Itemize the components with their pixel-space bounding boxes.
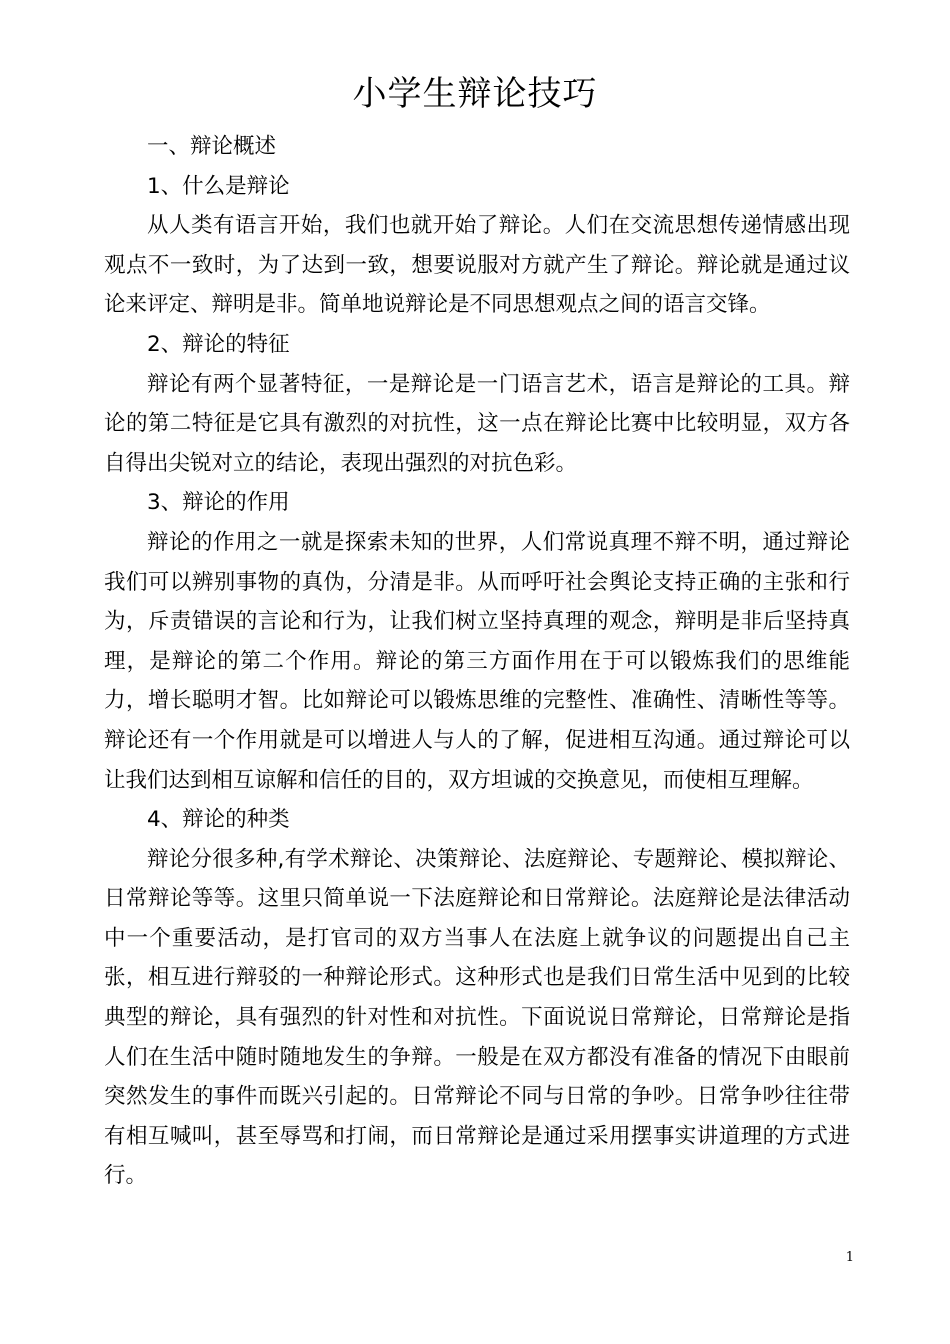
- document-body: [104, 127, 850, 1196]
- subsection-heading-types: 4、辩论的种类: [147, 807, 290, 833]
- paragraph-types: 辩论分很多种,有学术辩论、决策辩论、法庭辩论、专题辩论、模拟辩论、日常辩论等等。这里只简单说一下法庭辩论和日常辩论。法庭辩论是法律活动中一个重要活动，是打官司的双方当事人在法庭上就争议的问题提出自己主张，相互进行辩驳的一种辩论形式。这种形式也是我们日常生活中见到的比较典型的辩论，具有强烈的针对性和对抗性。下面说说日常辩论，日常辩论是指人们在生活中随时随地发生的争辩。一般是在双方都没有准备的情况下由眼前突然发生的事件而既兴引起的。日常辩论不同与日常的争吵。日常争吵往往带有相互喊叫，甚至辱骂和打闹，而日常辩论是通过采用摆事实讲道理的方式进行。: [104, 846, 850, 1189]
- subsection-heading-functions: 3、辩论的作用: [147, 490, 290, 516]
- document-title: 小学生辩论技巧: [352, 74, 598, 114]
- paragraph-features: 辩论有两个显著特征，一是辩论是一门语言艺术，语言是辩论的工具。辩论的第二特征是它具有激烈的对抗性，这一点在辩论比赛中比较明显，双方各自得出尖锐对立的结论，表现出强烈的对抗色彩。: [104, 371, 850, 476]
- page-number: 1: [845, 1250, 854, 1265]
- subsection-heading-what-is-debate: 1、什么是辩论: [147, 173, 290, 199]
- section-heading-overview: 一、辩论概述: [147, 134, 277, 159]
- subsection-heading-features: 2、辩论的特征: [147, 331, 290, 357]
- paragraph-what-is-debate: 从人类有语言开始，我们也就开始了辩论。人们在交流思想传递情感出现观点不一致时，为了达到一致，想要说服对方就产生了辩论。辩论就是通过议论来评定、辩明是非。简单地说辩论是不同思想观点之间的语言交锋。: [104, 213, 850, 318]
- paragraph-functions: 辩论的作用之一就是探索未知的世界，人们常说真理不辩不明，通过辩论我们可以辨别事物的真伪，分清是非。从而呼吁社会舆论支持正确的主张和行为，斥责错误的言论和行为，让我们树立坚持真理的观念，辩明是非后坚持真理，是辩论的第二个作用。辩论的第三方面作用在于可以锻炼我们的思维能力，增长聪明才智。比如辩论可以锻炼思维的完整性、准确性、清晰性等等。辩论还有一个作用就是可以增进人与人的了解，促进相互沟通。通过辩论可以让我们达到相互谅解和信任的目的，双方坦诚的交换意见，而使相互理解。: [104, 529, 850, 793]
